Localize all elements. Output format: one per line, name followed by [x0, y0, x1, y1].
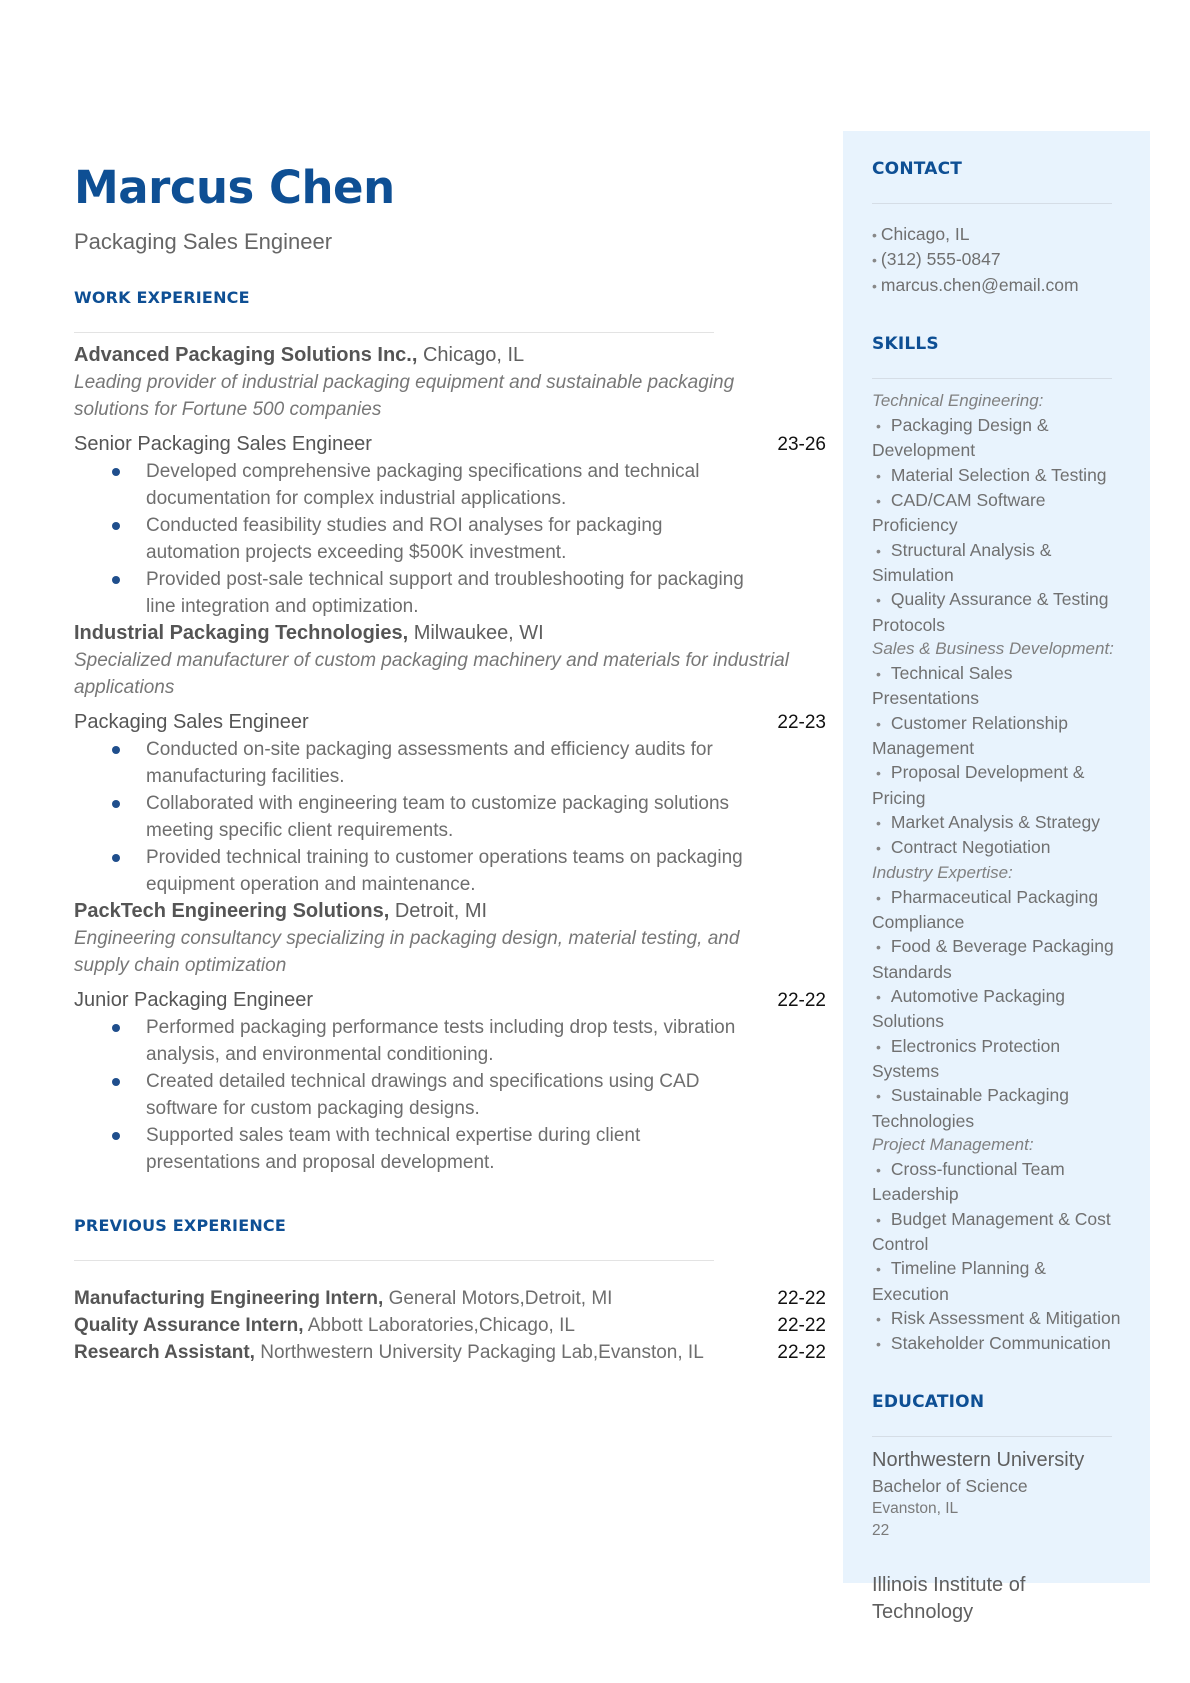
company-name: PackTech Engineering Solutions,: [74, 900, 390, 922]
skill-category: Project Management:: [872, 1134, 1034, 1154]
bullet-icon: •: [876, 493, 881, 510]
skill-item: [872, 463, 1122, 488]
company-line: [74, 342, 826, 369]
graduation-year: 22: [872, 1522, 890, 1540]
candidate-name: Marcus Chen: [74, 161, 395, 214]
bullet-dot-icon: [112, 854, 120, 862]
section-divider: [872, 203, 1112, 204]
contact-heading: CONTACT: [872, 159, 963, 179]
achievement-list: [74, 1014, 826, 1176]
role-dates: 23-26: [777, 434, 826, 455]
skill-text: Quality Assurance & Testing Protocols: [872, 589, 1109, 635]
skill-text: Material Selection & Testing: [890, 464, 1107, 485]
contact-text: marcus.chen@email.com: [880, 274, 1079, 295]
achievement-list: [74, 458, 826, 620]
skill-item: [872, 488, 1122, 538]
previous-dates: 22-22: [777, 1288, 826, 1309]
skills-list: [872, 389, 1122, 1357]
previous-experience-text: [74, 1339, 704, 1366]
previous-dates: 22-22: [777, 1342, 826, 1363]
bullet-dot-icon: [112, 522, 120, 530]
bullet-dot-icon: [112, 800, 120, 808]
previous-org: Abbott Laboratories,Chicago, IL: [307, 1315, 575, 1336]
achievement-item: [74, 844, 746, 898]
skill-text: Budget Management & Cost Control: [872, 1208, 1111, 1254]
section-divider: [872, 1436, 1112, 1437]
skill-item: [872, 760, 1122, 810]
work-experience-heading: WORK EXPERIENCE: [74, 288, 250, 307]
company-description: Specialized manufacturer of custom packaging machinery and materials for industrial applications: [74, 650, 789, 698]
previous-org: Northwestern University Packaging Lab,Evanston, IL: [260, 1342, 704, 1363]
company-line: [74, 620, 826, 647]
achievement-item: [74, 566, 746, 620]
achievement-item: [74, 1068, 746, 1122]
previous-role: Quality Assurance Intern,: [74, 1315, 304, 1336]
bullet-icon: •: [876, 1088, 881, 1105]
education-entry: [872, 1572, 1122, 1626]
contact-text: (312) 555-0847: [880, 249, 1001, 270]
achievement-text: Provided post-sale technical support and troubleshooting for packaging line integration and optimization.: [146, 569, 744, 617]
skill-item: [872, 1256, 1122, 1306]
skill-text: Contract Negotiation: [890, 837, 1051, 858]
achievement-item: [74, 458, 746, 512]
skill-item: [872, 810, 1122, 835]
company-location: Chicago, IL: [422, 344, 525, 366]
bullet-icon: •: [876, 1310, 881, 1327]
achievement-text: Provided technical training to customer operations teams on packaging equipment operation and maintenance.: [146, 847, 743, 895]
school-name: Illinois Institute of Technology: [872, 1574, 1026, 1624]
job-entry: [74, 342, 826, 620]
bullet-dot-icon: [112, 576, 120, 584]
job-entry: [74, 620, 826, 898]
role-title: Junior Packaging Engineer: [74, 989, 314, 1011]
skill-text: Market Analysis & Strategy: [890, 811, 1101, 832]
achievement-item: [74, 512, 746, 566]
skill-item: [872, 984, 1122, 1034]
skill-item: [872, 587, 1122, 637]
skill-text: Electronics Protection Systems: [872, 1035, 1061, 1081]
bullet-icon: •: [872, 227, 877, 243]
skill-text: Technical Sales Presentations: [872, 663, 1013, 709]
bullet-dot-icon: [112, 1078, 120, 1086]
skill-item: [872, 1034, 1122, 1084]
achievement-text: Conducted on-site packaging assessments and efficiency audits for manufacturing facilities.: [146, 739, 713, 787]
previous-experience-row: [74, 1339, 826, 1366]
company-name: Industrial Packaging Technologies,: [74, 622, 409, 644]
previous-experience-heading: PREVIOUS EXPERIENCE: [74, 1216, 286, 1235]
section-divider: [74, 1260, 714, 1261]
bullet-icon: •: [876, 418, 881, 435]
spacer: [872, 1542, 1122, 1572]
education-list: [872, 1447, 1122, 1626]
bullet-icon: •: [876, 840, 881, 857]
skill-text: Packaging Design & Development: [872, 415, 1049, 461]
bullet-icon: •: [876, 989, 881, 1006]
bullet-icon: •: [876, 1261, 881, 1278]
bullet-icon: •: [876, 467, 881, 484]
skill-item: [872, 538, 1122, 588]
skill-text: Timeline Planning & Execution: [872, 1258, 1046, 1304]
previous-experience-row: [74, 1285, 826, 1312]
role-title: Senior Packaging Sales Engineer: [74, 433, 372, 455]
previous-experience-text: [74, 1285, 612, 1312]
education-heading: EDUCATION: [872, 1392, 985, 1413]
company-description: Engineering consultancy specializing in packaging design, material testing, and supply chain optimization: [74, 928, 740, 976]
bullet-icon: •: [876, 715, 881, 732]
company-name: Advanced Packaging Solutions Inc.,: [74, 344, 418, 366]
contact-list: [872, 222, 1122, 298]
skill-text: Pharmaceutical Packaging Compliance: [872, 886, 1099, 933]
job-entry: [74, 898, 826, 1176]
role-row: [74, 431, 826, 458]
previous-org: General Motors,Detroit, MI: [388, 1288, 613, 1309]
contact-item: [872, 222, 1122, 247]
bullet-icon: •: [876, 1211, 881, 1228]
skill-text: Proposal Development & Pricing: [872, 762, 1085, 808]
skill-item: [872, 413, 1122, 463]
school-location: Evanston, IL: [872, 1500, 959, 1518]
candidate-title: Packaging Sales Engineer: [74, 229, 333, 254]
achievement-item: [74, 1014, 746, 1068]
job-list: [74, 342, 826, 1176]
bullet-dot-icon: [112, 746, 120, 754]
skill-text: Customer Relationship Management: [872, 712, 1068, 759]
skill-item: [872, 1207, 1122, 1257]
achievement-text: Collaborated with engineering team to customize packaging solutions meeting specific client requirements.: [146, 793, 730, 841]
bullet-dot-icon: [112, 468, 120, 476]
bullet-dot-icon: [112, 1132, 120, 1140]
bullet-icon: •: [876, 1336, 881, 1353]
skill-item: [872, 711, 1122, 761]
contact-text: Chicago, IL: [880, 224, 970, 244]
role-dates: 22-23: [777, 712, 826, 733]
bullet-icon: •: [876, 939, 881, 956]
education-entry: [872, 1447, 1122, 1542]
bullet-dot-icon: [112, 1024, 120, 1032]
skill-text: CAD/CAM Software Proficiency: [872, 490, 1046, 536]
achievement-item: [74, 1122, 746, 1176]
achievement-item: [74, 736, 746, 790]
main-column: [74, 158, 826, 1366]
contact-item: [872, 247, 1122, 272]
company-location: Milwaukee, WI: [413, 622, 544, 644]
bullet-icon: •: [876, 814, 881, 831]
bullet-icon: •: [876, 765, 881, 782]
skill-item: [872, 1083, 1122, 1133]
company-description: Leading provider of industrial packaging equipment and sustainable packaging solutions for Fortune 500 companies: [74, 372, 735, 420]
skill-text: Risk Assessment & Mitigation: [890, 1307, 1121, 1328]
skill-category: Technical Engineering:: [872, 390, 1044, 410]
bullet-icon: •: [876, 666, 881, 683]
previous-experience-text: [74, 1312, 575, 1339]
previous-experience-row: [74, 1312, 826, 1339]
skill-item: [872, 885, 1122, 935]
bullet-icon: •: [876, 1162, 881, 1179]
skill-item: [872, 1331, 1122, 1356]
achievement-text: Developed comprehensive packaging specifications and technical documentation for complex industrial applications.: [146, 461, 700, 509]
previous-role: Manufacturing Engineering Intern,: [74, 1288, 384, 1309]
bullet-icon: •: [872, 252, 877, 269]
contact-item: [872, 273, 1122, 298]
skills-heading: SKILLS: [872, 333, 939, 354]
skill-item: [872, 1306, 1122, 1331]
skill-text: Food & Beverage Packaging Standards: [872, 936, 1114, 982]
achievement-item: [74, 790, 746, 844]
achievement-text: Performed packaging performance tests including drop tests, vibration analysis, and environmental conditioning.: [146, 1017, 736, 1065]
skill-text: Automotive Packaging Solutions: [872, 986, 1066, 1032]
skill-item: [872, 835, 1122, 860]
bullet-icon: •: [876, 592, 881, 609]
skill-item: [872, 934, 1122, 984]
skill-text: Sustainable Packaging Technologies: [872, 1085, 1069, 1131]
achievement-text: Created detailed technical drawings and specifications using CAD software for custom packaging designs.: [146, 1071, 700, 1119]
school-name: Northwestern University: [872, 1449, 1085, 1472]
achievement-list: [74, 736, 826, 898]
previous-experience-list: [74, 1285, 826, 1366]
section-divider: [872, 378, 1112, 379]
previous-dates: 22-22: [777, 1315, 826, 1336]
role-title: Packaging Sales Engineer: [74, 711, 309, 733]
skill-category: Industry Expertise:: [872, 862, 1013, 882]
bullet-icon: •: [876, 542, 881, 559]
role-row: [74, 709, 826, 736]
achievement-text: Supported sales team with technical expertise during client presentations and proposal development.: [146, 1125, 641, 1173]
skill-item: [872, 1157, 1122, 1207]
skill-text: Stakeholder Communication: [890, 1333, 1111, 1354]
achievement-text: Conducted feasibility studies and ROI analyses for packaging automation projects exceeding $500K investment.: [146, 515, 663, 563]
section-divider: [74, 332, 714, 333]
bullet-icon: •: [872, 277, 877, 294]
previous-role: Research Assistant,: [74, 1342, 255, 1363]
company-line: [74, 898, 826, 925]
skill-text: Structural Analysis & Simulation: [872, 539, 1052, 585]
skill-category: Sales & Business Development:: [872, 638, 1114, 658]
bullet-icon: •: [876, 1038, 881, 1055]
role-row: [74, 987, 826, 1014]
sidebar: [843, 131, 1150, 1624]
role-dates: 22-22: [777, 990, 826, 1011]
company-location: Detroit, MI: [394, 900, 488, 922]
skill-item: [872, 661, 1122, 711]
skill-text: Cross-functional Team Leadership: [872, 1159, 1065, 1205]
bullet-icon: •: [876, 889, 881, 906]
degree: Bachelor of Science: [872, 1476, 1028, 1497]
